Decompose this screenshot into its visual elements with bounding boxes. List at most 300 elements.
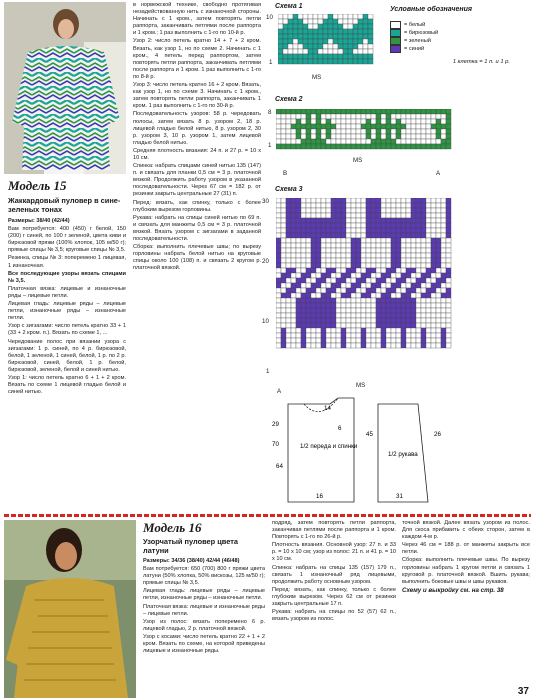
chart-cell bbox=[321, 258, 326, 263]
chart-cell bbox=[346, 134, 351, 139]
chart-cell bbox=[331, 298, 336, 303]
chart-cell bbox=[436, 208, 441, 213]
chart-cell bbox=[436, 253, 441, 258]
chart-cell bbox=[301, 129, 306, 134]
chart-cell bbox=[281, 313, 286, 318]
chart-cell bbox=[371, 198, 376, 203]
text-paragraph: Резинка, спицы № 3: поперемено 1 лицевая, 1 изнаночная. bbox=[8, 255, 126, 269]
chart-cell bbox=[326, 328, 331, 333]
chart-cell bbox=[311, 298, 316, 303]
chart-cell bbox=[351, 278, 356, 283]
chart-cell bbox=[296, 144, 301, 149]
chart-cell bbox=[371, 144, 376, 149]
chart-cell bbox=[341, 343, 346, 348]
chart-cell bbox=[426, 109, 431, 114]
chart-cell bbox=[281, 323, 286, 328]
chart-cell bbox=[336, 139, 341, 144]
chart-cell bbox=[391, 333, 396, 338]
text-paragraph: Последовательность узоров: 58 р. чередовать полосы, затем вязать 8 р. узором 2, 18 р. лицевой гладью белой нитью, 8 р. узором 2, 30 р. узором 3, 10 р. узором 1, затем лицевой гладью белой нитью. bbox=[133, 111, 261, 146]
chart-cell bbox=[431, 338, 436, 343]
chart-cell bbox=[386, 288, 391, 293]
chart-cell bbox=[431, 208, 436, 213]
chart-cell bbox=[331, 198, 336, 203]
chart-cell bbox=[356, 203, 361, 208]
chart-cell bbox=[296, 273, 301, 278]
chart-cell bbox=[316, 313, 321, 318]
chart-cell bbox=[286, 343, 291, 348]
chart-cell bbox=[406, 318, 411, 323]
text-paragraph: Вам потребуется: 400 (450) г белой, 150 (200) г синей, по 100 г зеленой, цвета киви и бирюзовой пряжи (100% хлопок, 105 м/50 г); прямые спицы № 3,5; круговые спицы № 3,5. bbox=[8, 226, 126, 254]
chart-cell bbox=[426, 114, 431, 119]
chart-cell bbox=[386, 119, 391, 124]
chart-cell bbox=[416, 333, 421, 338]
chart-cell bbox=[333, 59, 338, 64]
chart-cell bbox=[416, 308, 421, 313]
chart-cell bbox=[341, 288, 346, 293]
chart-cell bbox=[411, 258, 416, 263]
chart-cell bbox=[286, 303, 291, 308]
chart-cell bbox=[276, 213, 281, 218]
chart-cell bbox=[361, 298, 366, 303]
chart-cell bbox=[426, 313, 431, 318]
chart-cell bbox=[311, 139, 316, 144]
chart-cell bbox=[331, 114, 336, 119]
chart-cell bbox=[401, 144, 406, 149]
chart-cell bbox=[401, 338, 406, 343]
chart-cell bbox=[321, 268, 326, 273]
chart-cell bbox=[291, 298, 296, 303]
chart-cell bbox=[366, 198, 371, 203]
chart-cell bbox=[286, 228, 291, 233]
chart-cell bbox=[311, 323, 316, 328]
chart-cell bbox=[361, 333, 366, 338]
scheme1-grid bbox=[278, 14, 376, 66]
chart-cell bbox=[376, 303, 381, 308]
chart-cell bbox=[376, 233, 381, 238]
chart-cell bbox=[301, 273, 306, 278]
chart-cell bbox=[288, 59, 293, 64]
chart-cell bbox=[366, 318, 371, 323]
chart-cell bbox=[326, 114, 331, 119]
chart-cell bbox=[331, 238, 336, 243]
chart-cell bbox=[391, 109, 396, 114]
chart-cell bbox=[308, 54, 313, 59]
chart-cell bbox=[416, 144, 421, 149]
chart-cell bbox=[363, 49, 368, 54]
chart-cell bbox=[401, 343, 406, 348]
chart-cell bbox=[376, 258, 381, 263]
chart-cell bbox=[381, 129, 386, 134]
chart-cell bbox=[336, 338, 341, 343]
chart-cell bbox=[321, 338, 326, 343]
chart-cell bbox=[386, 238, 391, 243]
chart-cell bbox=[441, 124, 446, 129]
chart-cell bbox=[411, 283, 416, 288]
chart-cell bbox=[406, 144, 411, 149]
chart-cell bbox=[421, 213, 426, 218]
chart-cell bbox=[446, 233, 451, 238]
chart-cell bbox=[431, 288, 436, 293]
chart-cell bbox=[301, 243, 306, 248]
chart-cell bbox=[326, 258, 331, 263]
chart-cell bbox=[341, 228, 346, 233]
chart-cell bbox=[331, 144, 336, 149]
chart-cell bbox=[391, 114, 396, 119]
chart-cell bbox=[446, 293, 451, 298]
chart-cell bbox=[401, 243, 406, 248]
chart-cell bbox=[436, 318, 441, 323]
chart-cell bbox=[296, 228, 301, 233]
chart-cell bbox=[358, 39, 363, 44]
model16-photo bbox=[4, 520, 136, 698]
chart-cell bbox=[323, 39, 328, 44]
chart-cell bbox=[308, 34, 313, 39]
text-paragraph: Сборка: выполнить плечевые швы; по вырезу горловины набрать белой нитью на круговые спицы около 100 (108) п. и связать 2 кругом р. платочной вязкой. bbox=[133, 244, 261, 272]
chart-cell bbox=[291, 333, 296, 338]
chart-cell bbox=[316, 218, 321, 223]
chart-cell bbox=[348, 49, 353, 54]
chart-cell bbox=[306, 208, 311, 213]
chart-cell bbox=[316, 223, 321, 228]
chart-cell bbox=[436, 218, 441, 223]
chart-cell bbox=[406, 119, 411, 124]
chart-cell bbox=[421, 263, 426, 268]
chart-cell bbox=[376, 268, 381, 273]
chart-cell bbox=[421, 228, 426, 233]
chart-cell bbox=[396, 313, 401, 318]
chart-cell bbox=[341, 323, 346, 328]
chart-cell bbox=[361, 238, 366, 243]
chart-cell bbox=[421, 323, 426, 328]
chart-cell bbox=[286, 258, 291, 263]
chart-cell bbox=[321, 213, 326, 218]
chart-cell bbox=[321, 298, 326, 303]
chart-cell bbox=[321, 119, 326, 124]
chart-cell bbox=[361, 208, 366, 213]
chart-cell bbox=[303, 59, 308, 64]
chart-cell bbox=[281, 318, 286, 323]
chart-cell bbox=[361, 124, 366, 129]
chart-cell bbox=[281, 278, 286, 283]
chart-cell bbox=[281, 263, 286, 268]
chart-cell bbox=[391, 208, 396, 213]
chart-cell bbox=[376, 198, 381, 203]
chart-cell bbox=[341, 253, 346, 258]
chart-cell bbox=[276, 119, 281, 124]
chart-cell bbox=[421, 109, 426, 114]
chart-cell bbox=[306, 303, 311, 308]
chart-cell bbox=[421, 208, 426, 213]
chart-cell bbox=[371, 258, 376, 263]
chart-cell bbox=[356, 343, 361, 348]
chart-cell bbox=[416, 323, 421, 328]
chart-cell bbox=[301, 253, 306, 258]
chart-cell bbox=[431, 253, 436, 258]
chart-cell bbox=[421, 338, 426, 343]
chart-cell bbox=[368, 49, 373, 54]
chart-cell bbox=[386, 278, 391, 283]
chart-cell bbox=[431, 213, 436, 218]
chart-cell bbox=[396, 318, 401, 323]
chart-cell bbox=[371, 124, 376, 129]
chart-cell bbox=[293, 19, 298, 24]
chart-cell bbox=[333, 49, 338, 54]
chart-cell bbox=[381, 233, 386, 238]
chart-cell bbox=[361, 119, 366, 124]
chart-cell bbox=[316, 303, 321, 308]
chart-cell bbox=[401, 288, 406, 293]
chart-cell bbox=[386, 263, 391, 268]
chart-cell bbox=[401, 129, 406, 134]
chart-cell bbox=[346, 273, 351, 278]
chart-cell bbox=[376, 333, 381, 338]
chart-cell bbox=[406, 268, 411, 273]
chart-cell bbox=[311, 318, 316, 323]
chart-cell bbox=[301, 134, 306, 139]
chart-cell bbox=[401, 223, 406, 228]
chart-cell bbox=[316, 134, 321, 139]
chart-cell bbox=[351, 218, 356, 223]
chart-cell bbox=[416, 343, 421, 348]
chart-cell bbox=[391, 318, 396, 323]
chart-cell bbox=[296, 253, 301, 258]
chart-cell bbox=[331, 119, 336, 124]
chart-cell bbox=[301, 114, 306, 119]
chart-cell bbox=[361, 253, 366, 258]
text-paragraph: Платочная вязка: лицевые и изнаночные ряды – лицевые петли. bbox=[143, 603, 265, 617]
chart-cell bbox=[351, 208, 356, 213]
chart-cell bbox=[356, 114, 361, 119]
chart-cell bbox=[446, 258, 451, 263]
chart-cell bbox=[336, 273, 341, 278]
chart-cell bbox=[281, 328, 286, 333]
chart-cell bbox=[426, 139, 431, 144]
chart-cell bbox=[361, 343, 366, 348]
chart-cell bbox=[358, 54, 363, 59]
text-paragraph: Рукава: набрать на спицы по 52 (57) 62 п., вязать узором из полос. bbox=[272, 609, 396, 623]
chart-cell bbox=[351, 293, 356, 298]
chart-cell bbox=[391, 303, 396, 308]
chart-cell bbox=[441, 233, 446, 238]
chart-cell bbox=[371, 208, 376, 213]
chart-cell bbox=[321, 343, 326, 348]
chart-cell bbox=[321, 114, 326, 119]
text-paragraph: Узор 3: число петель кратно 16 + 2 кром. Вязать, как узор 1, но по схеме 3. Начинать с 1 кром., затем повторять петли раппорта, заканчивать 1 кром. 1 раз выполнить с 1-го по 30-й р. bbox=[133, 82, 261, 110]
chart-cell bbox=[406, 293, 411, 298]
chart-cell bbox=[338, 54, 343, 59]
chart-cell bbox=[306, 298, 311, 303]
dimension-label: 16 bbox=[316, 493, 323, 500]
chart-cell bbox=[326, 278, 331, 283]
chart-cell bbox=[346, 333, 351, 338]
chart-cell bbox=[441, 323, 446, 328]
chart-cell bbox=[276, 258, 281, 263]
chart-cell bbox=[366, 243, 371, 248]
chart-cell bbox=[416, 313, 421, 318]
chart-cell bbox=[351, 213, 356, 218]
chart-cell bbox=[283, 39, 288, 44]
chart-cell bbox=[331, 139, 336, 144]
chart-cell bbox=[308, 29, 313, 34]
chart-cell bbox=[286, 198, 291, 203]
chart-cell bbox=[381, 223, 386, 228]
chart-cell bbox=[411, 139, 416, 144]
chart-cell bbox=[371, 293, 376, 298]
chart-cell bbox=[416, 203, 421, 208]
chart-cell bbox=[286, 308, 291, 313]
model16-title: Модель 16 bbox=[143, 520, 202, 535]
chart-cell bbox=[311, 218, 316, 223]
chart-cell bbox=[306, 293, 311, 298]
chart-cell bbox=[336, 253, 341, 258]
chart-cell bbox=[401, 298, 406, 303]
chart-cell bbox=[311, 203, 316, 208]
chart-cell bbox=[426, 263, 431, 268]
chart-cell bbox=[411, 333, 416, 338]
chart-cell bbox=[381, 134, 386, 139]
chart-cell bbox=[401, 253, 406, 258]
chart-cell bbox=[286, 248, 291, 253]
scheme2-row-label-top: 8 bbox=[268, 109, 272, 116]
chart-cell bbox=[436, 198, 441, 203]
scheme1-title: Схема 1 bbox=[275, 3, 303, 10]
chart-cell bbox=[411, 338, 416, 343]
chart-cell bbox=[306, 323, 311, 328]
chart-cell bbox=[381, 109, 386, 114]
chart-cell bbox=[361, 144, 366, 149]
chart-cell bbox=[321, 278, 326, 283]
chart-cell bbox=[441, 293, 446, 298]
chart-cell bbox=[341, 233, 346, 238]
chart-cell bbox=[371, 119, 376, 124]
chart-cell bbox=[283, 24, 288, 29]
chart-cell bbox=[336, 114, 341, 119]
chart-cell bbox=[301, 313, 306, 318]
chart-cell bbox=[326, 333, 331, 338]
chart-cell bbox=[381, 293, 386, 298]
chart-cell bbox=[391, 268, 396, 273]
chart-cell bbox=[346, 213, 351, 218]
chart-cell bbox=[401, 208, 406, 213]
chart-cell bbox=[276, 238, 281, 243]
text-paragraph: Лицевая гладь: лицевые ряды – лицевые петли, изнаночные ряды – изнаночные петли. bbox=[8, 301, 126, 322]
chart-cell bbox=[376, 283, 381, 288]
chart-cell bbox=[431, 203, 436, 208]
chart-cell bbox=[311, 308, 316, 313]
chart-cell bbox=[278, 39, 283, 44]
chart-cell bbox=[366, 323, 371, 328]
chart-cell bbox=[276, 323, 281, 328]
chart-cell bbox=[446, 263, 451, 268]
chart-cell bbox=[313, 19, 318, 24]
chart-cell bbox=[366, 248, 371, 253]
chart-cell bbox=[296, 213, 301, 218]
chart-cell bbox=[276, 134, 281, 139]
chart-cell bbox=[421, 318, 426, 323]
model15-column-1 bbox=[8, 218, 126, 514]
chart-cell bbox=[396, 139, 401, 144]
chart-cell bbox=[278, 14, 283, 19]
chart-cell bbox=[338, 14, 343, 19]
chart-cell bbox=[426, 328, 431, 333]
chart-cell bbox=[411, 124, 416, 129]
chart-cell bbox=[431, 119, 436, 124]
chart-cell bbox=[331, 308, 336, 313]
chart-cell bbox=[401, 218, 406, 223]
chart-cell bbox=[316, 109, 321, 114]
chart-cell bbox=[351, 243, 356, 248]
chart-cell bbox=[286, 253, 291, 258]
chart-cell bbox=[376, 144, 381, 149]
chart-cell bbox=[421, 313, 426, 318]
chart-cell bbox=[421, 253, 426, 258]
chart-cell bbox=[301, 268, 306, 273]
chart-cell bbox=[353, 39, 358, 44]
chart-cell bbox=[363, 59, 368, 64]
chart-cell bbox=[363, 29, 368, 34]
chart-cell bbox=[306, 144, 311, 149]
chart-cell bbox=[321, 283, 326, 288]
chart-cell bbox=[281, 268, 286, 273]
chart-cell bbox=[326, 223, 331, 228]
chart-cell bbox=[298, 24, 303, 29]
chart-cell bbox=[441, 283, 446, 288]
legend-item: = зеленый bbox=[390, 37, 530, 45]
text-paragraph: Спинка: набрать спицами синей нитью 135 (147) п. и связать для планки 0,5 см = 3 р. платочной вязкой. Продолжить работу узором в указанной последовательности. Через 67 см = 182 р. от резинки закрыть центральные 27 (31) п. bbox=[133, 163, 261, 198]
chart-cell bbox=[296, 233, 301, 238]
chart-cell bbox=[331, 263, 336, 268]
chart-cell bbox=[386, 218, 391, 223]
chart-cell bbox=[333, 34, 338, 39]
chart-cell bbox=[386, 323, 391, 328]
chart-cell bbox=[396, 218, 401, 223]
chart-cell bbox=[306, 223, 311, 228]
chart-cell bbox=[353, 34, 358, 39]
chart-cell bbox=[301, 223, 306, 228]
chart-cell bbox=[278, 59, 283, 64]
chart-cell bbox=[446, 213, 451, 218]
chart-cell bbox=[386, 233, 391, 238]
chart-cell bbox=[296, 263, 301, 268]
chart-cell bbox=[411, 243, 416, 248]
chart-cell bbox=[336, 233, 341, 238]
chart-cell bbox=[306, 248, 311, 253]
chart-cell bbox=[306, 218, 311, 223]
chart-cell bbox=[291, 114, 296, 119]
chart-cell bbox=[286, 144, 291, 149]
chart-cell bbox=[441, 198, 446, 203]
chart-cell bbox=[386, 129, 391, 134]
chart-cell bbox=[436, 258, 441, 263]
chart-cell bbox=[441, 243, 446, 248]
chart-cell bbox=[446, 298, 451, 303]
chart-cell bbox=[436, 243, 441, 248]
chart-cell bbox=[296, 208, 301, 213]
chart-cell bbox=[371, 139, 376, 144]
chart-cell bbox=[291, 129, 296, 134]
chart-cell bbox=[421, 248, 426, 253]
chart-cell bbox=[416, 208, 421, 213]
swatch-turquoise bbox=[390, 29, 401, 37]
chart-cell bbox=[331, 213, 336, 218]
chart-cell bbox=[316, 283, 321, 288]
chart-cell bbox=[381, 298, 386, 303]
chart-cell bbox=[356, 198, 361, 203]
chart-cell bbox=[321, 333, 326, 338]
chart-cell bbox=[436, 328, 441, 333]
chart-cell bbox=[401, 308, 406, 313]
chart-cell bbox=[446, 223, 451, 228]
